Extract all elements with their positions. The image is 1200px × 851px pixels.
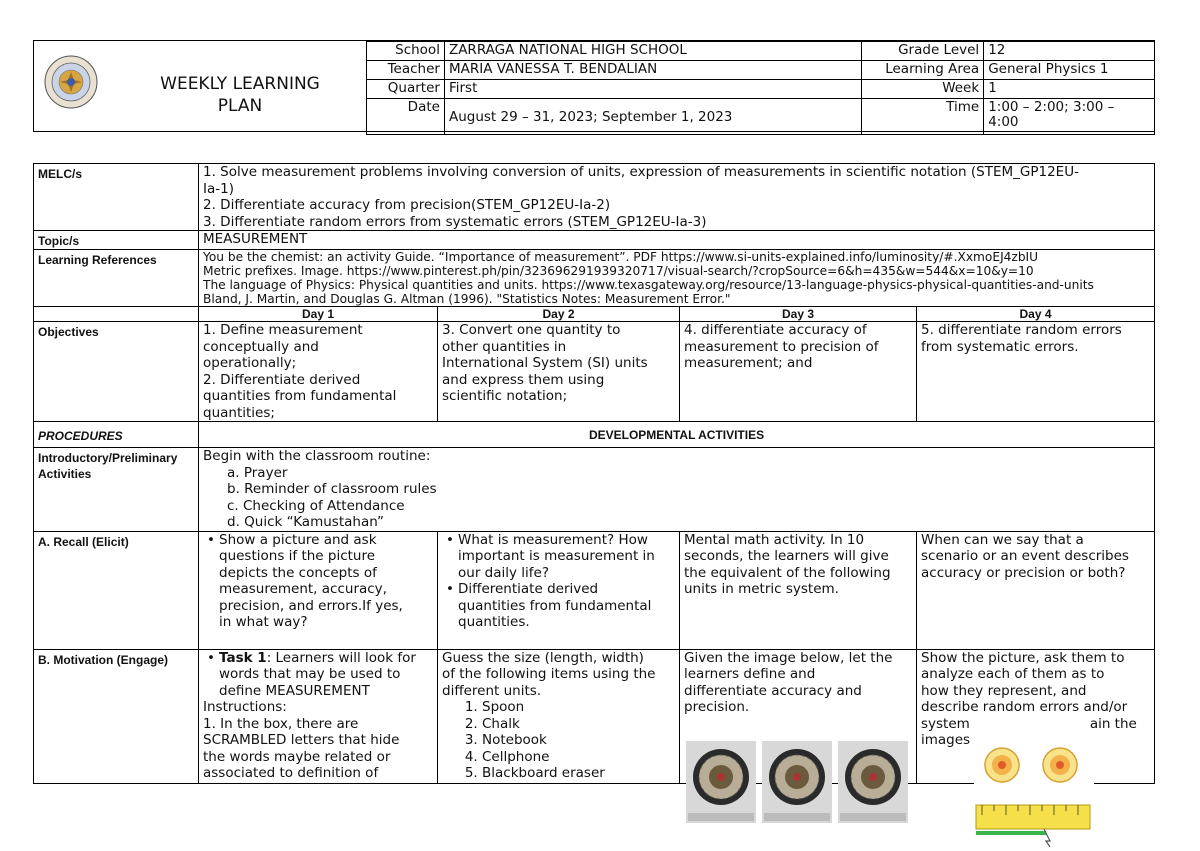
day-3-header: Day 3 (680, 307, 917, 322)
list-item: 3. Notebook (482, 732, 675, 749)
task-text: : Learners will look for (266, 649, 416, 666)
text-line: 1. In the box, there are (203, 715, 359, 732)
text-fragment: ain the (1089, 715, 1137, 732)
text-line: words that may be used to (219, 666, 401, 682)
dartboard-images (684, 741, 922, 825)
objectives-day-3 (680, 322, 917, 422)
melc-line: Ia-1) (203, 180, 234, 197)
routine-item: a. Prayer (227, 464, 288, 481)
text-line: Given the image below, let the (684, 649, 893, 666)
targets-ruler-icon (974, 737, 1094, 847)
text-line: other quantities in (442, 338, 567, 355)
text-line: units in metric system. (684, 581, 839, 597)
time-line-1: 1:00 – 2:00; 3:00 – (988, 99, 1115, 115)
text-line: • Differentiate derived (458, 581, 599, 597)
time-value (984, 99, 1155, 135)
melc-line: 1. Solve measurement problems involving conversion of units, expression of measurements in scientific notation (STEM_GP12EU- (203, 164, 1079, 180)
list-item: 2. Chalk (482, 716, 675, 733)
text-line (219, 650, 433, 667)
text-line: scientific notation; (442, 388, 568, 404)
text-line: scenario or an event describes (921, 548, 1129, 564)
topic-value: MEASUREMENT (199, 231, 1155, 250)
text-line: quantities from fundamental (458, 597, 652, 614)
time-label: Time (862, 99, 984, 135)
date-label: Date (367, 99, 445, 135)
routine-item: d. Quick “Kamustahan” (227, 514, 385, 530)
task-label: Task 1 (219, 649, 267, 666)
text-line: different units. (442, 682, 542, 699)
bullet-item (219, 532, 433, 631)
text-line: International System (SI) units (442, 355, 648, 371)
intro-row (34, 448, 1155, 532)
text-line: When can we say that a (921, 531, 1084, 548)
intro-label (34, 448, 199, 532)
time-line-2: 4:00 (988, 114, 1019, 130)
text-line: quantities. (458, 614, 530, 630)
developmental-activities-heading: DEVELOPMENTAL ACTIVITIES (199, 422, 1155, 448)
reference-line: The language of Physics: Physical quantities and units. https://www.texasgateway.org/resource/13-language-physics-physical-quantities-and-units (203, 278, 1094, 292)
school-label: School (367, 42, 445, 61)
lesson-plan-header (33, 40, 1155, 132)
grade-level-label: Grade Level (862, 42, 984, 61)
recall-label: A. Recall (Elicit) (34, 531, 199, 649)
text-line: how they represent, and (921, 682, 1087, 699)
dartboard-photos-icon (684, 741, 922, 825)
text-line: conceptually and (203, 338, 319, 355)
text-line: in what way? (219, 614, 308, 630)
text-line: describe random errors and/or (921, 699, 1128, 715)
week-value: 1 (984, 80, 1155, 99)
text-line: quantities; (203, 404, 275, 421)
intro-content (199, 448, 1155, 532)
text-line: define MEASUREMENT (219, 682, 370, 699)
objectives-day-2 (438, 322, 680, 422)
day-1-header: Day 1 (199, 307, 438, 322)
text-line: measurement, accuracy, (219, 581, 387, 597)
quarter-value: First (444, 80, 861, 99)
header-row-date (367, 99, 1155, 135)
reference-line: Bland, J. Martin, and Douglas G. Altman (1996). "Statistics Notes: Measurement Error." (203, 292, 731, 306)
topic-row (34, 231, 1155, 250)
recall-day-3 (680, 531, 917, 649)
header-row-school (367, 42, 1155, 61)
text-line: learners define and (684, 666, 816, 682)
melc-row (34, 164, 1155, 231)
text-line: of the following items using the (442, 666, 656, 682)
text-line: depicts the concepts of (219, 564, 377, 581)
deped-seal-icon (44, 55, 98, 109)
text-line: Guess the size (length, width) (442, 649, 644, 666)
text-line (921, 716, 1150, 733)
procedures-row (34, 422, 1155, 448)
routine-item: c. Checking of Attendance (227, 497, 405, 514)
recall-row (34, 531, 1155, 649)
melc-line: 2. Differentiate accuracy from precision(STEM_GP12EU-Ia-2) (203, 197, 611, 213)
melc-content (199, 164, 1155, 231)
day-2-header: Day 2 (438, 307, 680, 322)
melc-line: 3. Differentiate random errors from systematic errors (STEM_GP12EU-Ia-3) (203, 213, 707, 230)
text-line: accuracy or precision or both? (921, 564, 1126, 581)
bullet-list (442, 532, 675, 631)
teacher-value: MARIA VANESSA T. BENDALIAN (444, 61, 861, 80)
reference-line: You be the chemist: an activity Guide. “Importance of measurement”. PDF https://www.si-units-explained.info/luminosity/#.XxmoEJ4zbIU (203, 250, 1039, 264)
text-line: our daily life? (458, 564, 550, 581)
text-line: images (921, 732, 971, 748)
text-line: Mental math activity. In 10 (684, 531, 865, 548)
text-line: measurement; and (684, 355, 813, 371)
text-line: SCRAMBLED letters that hide (203, 732, 400, 748)
header-info-table (366, 41, 1155, 135)
motivation-day-2 (438, 649, 680, 783)
label-line: Introductory/Preliminary (38, 451, 178, 465)
day-header-row (34, 307, 1155, 322)
text-line: 1. Define measurement (203, 322, 363, 338)
text-line: questions if the picture (219, 548, 376, 564)
text-line: from systematic errors. (921, 338, 1079, 355)
recall-day-2 (438, 531, 680, 649)
lesson-plan-table (33, 163, 1155, 784)
objectives-day-4 (917, 322, 1155, 422)
text-line: 4. differentiate accuracy of (684, 322, 867, 338)
objectives-row (34, 322, 1155, 422)
title-line-1: WEEKLY LEARNING (160, 74, 320, 94)
text-line: and express them using (442, 371, 605, 388)
procedures-label: PROCEDURES (34, 422, 199, 448)
text-line: differentiate accuracy and (684, 682, 862, 699)
motivation-label: B. Motivation (Engage) (34, 649, 199, 783)
bullet-item (219, 650, 433, 700)
items-list (442, 699, 675, 782)
list-item: 1. Spoon (482, 699, 675, 716)
school-value: ZARRAGA NATIONAL HIGH SCHOOL (444, 42, 861, 61)
references-row (34, 250, 1155, 307)
teacher-label: Teacher (367, 61, 445, 80)
melc-label: MELC/s (34, 164, 199, 231)
header-title-block (34, 41, 367, 130)
text-fragment: system (921, 715, 970, 732)
recall-day-4 (917, 531, 1155, 649)
list-item: 5. Blackboard eraser (482, 765, 675, 782)
references-content (199, 250, 1155, 307)
text-line: precision, and errors.If yes, (219, 597, 403, 614)
bullet-item (458, 532, 675, 582)
text-line: seconds, the learners will give (684, 548, 889, 564)
references-label: Learning References (34, 250, 199, 307)
label-line: Activities (38, 467, 92, 481)
learning-area-value: General Physics 1 (984, 61, 1155, 80)
text-line: the words maybe related or (203, 748, 391, 765)
week-label: Week (862, 80, 984, 99)
text-line: Show the picture, ask them to (921, 649, 1125, 666)
motivation-day-1 (199, 649, 438, 783)
bullet-list (203, 532, 433, 631)
quarter-label: Quarter (367, 80, 445, 99)
recall-day-1 (199, 531, 438, 649)
learning-area-label: Learning Area (862, 61, 984, 80)
objectives-day-1 (199, 322, 438, 422)
header-row-quarter (367, 80, 1155, 99)
routine-item: b. Reminder of classroom rules (227, 481, 437, 497)
text-line: the equivalent of the following (684, 564, 891, 581)
text-line: important is measurement in (458, 548, 655, 564)
text-line: • What is measurement? How (458, 531, 648, 548)
reference-line: Metric prefixes. Image. https://www.pinterest.ph/pin/323696291939320717/visual-search/?cropSource=6&h=435&w=544&x=10&y=10 (203, 264, 1034, 278)
intro-lead: Begin with the classroom routine: (203, 448, 431, 464)
text-line: associated to definition of (203, 765, 379, 781)
day-4-header: Day 4 (917, 307, 1155, 322)
text-line: Instructions: (203, 699, 287, 715)
bullet-item (458, 581, 675, 631)
targets-and-ruler-image (974, 737, 1094, 847)
document-title (130, 73, 350, 117)
grade-level-value: 12 (984, 42, 1155, 61)
text-line: operationally; (203, 355, 297, 371)
text-line: • Show a picture and ask (219, 531, 377, 548)
list-item: 4. Cellphone (482, 749, 675, 766)
text-line: quantities from fundamental (203, 388, 397, 404)
day-header-blank (34, 307, 199, 322)
text-line: measurement to precision of (684, 338, 879, 355)
bullet-list (203, 650, 433, 700)
objectives-label: Objectives (34, 322, 199, 422)
text-line: 5. differentiate random errors (921, 322, 1122, 338)
text-line: analyze each of them as to (921, 666, 1105, 682)
text-line: precision. (684, 699, 750, 715)
text-line: 3. Convert one quantity to (442, 322, 621, 338)
header-row-teacher (367, 61, 1155, 80)
date-value: August 29 – 31, 2023; September 1, 2023 (444, 99, 861, 135)
title-line-2: PLAN (217, 96, 263, 116)
text-line: 2. Differentiate derived (203, 371, 361, 388)
topic-label: Topic/s (34, 231, 199, 250)
